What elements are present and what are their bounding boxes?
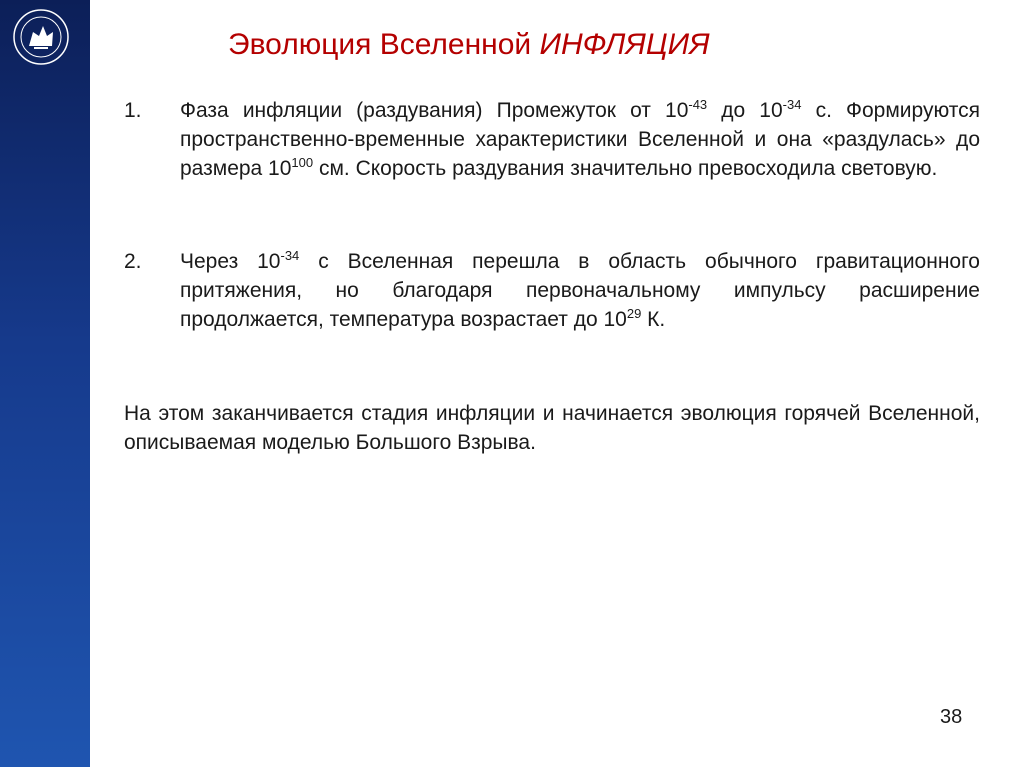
exponent: -43: [688, 97, 708, 112]
exponent: 29: [626, 306, 642, 321]
list-item-text: [180, 247, 980, 334]
title-plain: Эволюция Вселенной: [228, 28, 540, 61]
slide-title: [228, 28, 928, 62]
text-run: К.: [641, 308, 666, 331]
closing-paragraph: На этом заканчивается стадия инфляции и начинается эволюция горячей Вселенной, описываемая моделью Большого Взрыва.: [124, 402, 980, 454]
text-run: см. Скорость раздувания значительно превосходила световую.: [313, 157, 938, 180]
text-run: Фаза инфляции (раздувания) Промежуток от 10: [180, 99, 689, 122]
exponent: 100: [291, 155, 314, 170]
list-number: 1.: [124, 99, 142, 122]
list-item-text: [180, 96, 980, 183]
university-logo-icon: [12, 8, 70, 66]
title-caps: ИНФЛЯЦИЯ: [539, 28, 710, 61]
sidebar-band: [0, 0, 90, 767]
text-run: с. Формируются пространственно-временные характеристики Вселенной и она «раздулась» до размера 10: [180, 99, 980, 180]
text-run: до 10: [707, 99, 783, 122]
text-run: Через 10: [180, 250, 281, 273]
exponent: -34: [782, 97, 802, 112]
text-run: с Вселенная перешла в область обычного гравитационного притяжения, но благодаря первоначальному импульсу расширение продолжается, температура возрастает до 10: [180, 250, 980, 331]
exponent: -34: [280, 248, 300, 263]
list-number: 2.: [124, 250, 142, 273]
page-number: 38: [940, 706, 963, 728]
